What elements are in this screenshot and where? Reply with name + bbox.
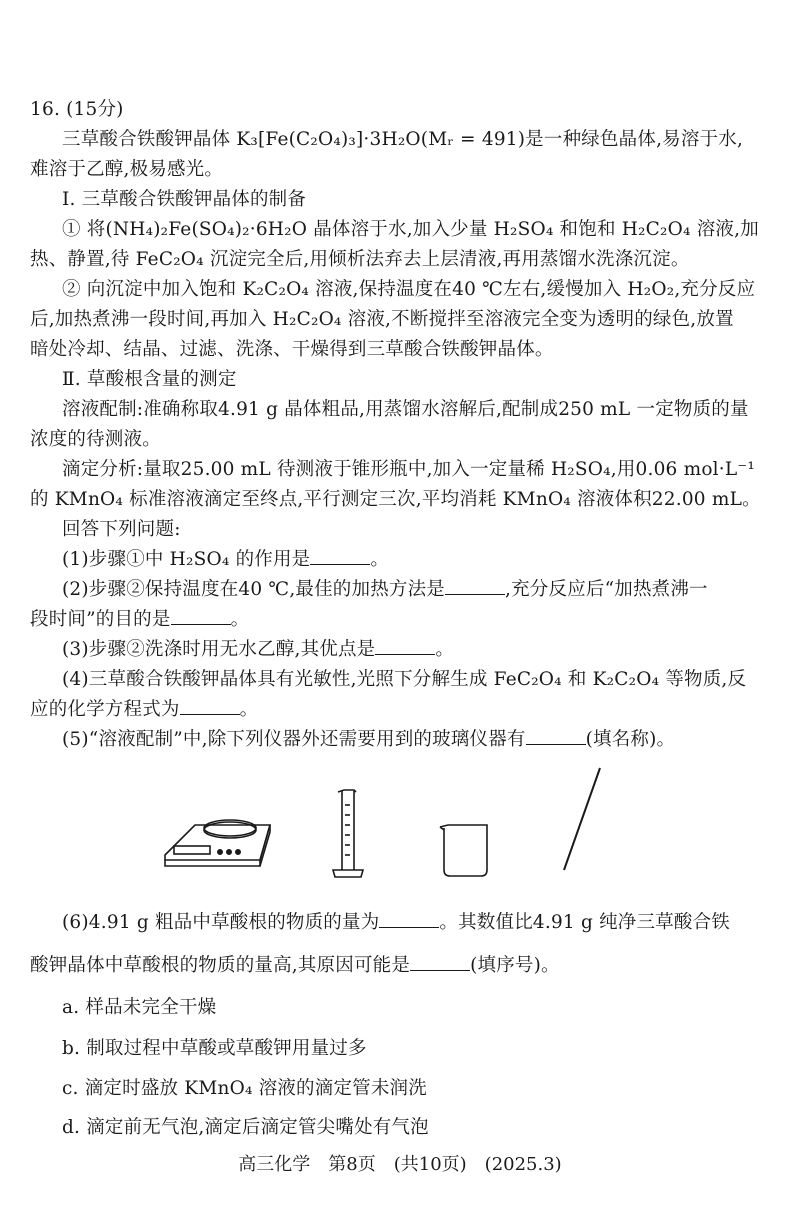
question-3 <box>62 637 454 663</box>
question-2-text-a: (2)步骤②保持温度在40 ℃,最佳的加热方法是 <box>62 579 446 600</box>
answer-blank-6b[interactable] <box>410 954 470 971</box>
answer-blank-4[interactable] <box>180 698 240 715</box>
question-3-end: 。 <box>435 639 455 660</box>
answer-blank-1[interactable] <box>310 548 370 565</box>
answer-blank-3[interactable] <box>375 638 435 655</box>
question-5-text: (5)“溶液配制”中,除下列仪器外还需要用到的玻璃仪器有 <box>62 729 526 750</box>
answer-blank-6a[interactable] <box>379 911 439 928</box>
glass-rod-icon <box>564 768 600 870</box>
step-1-line-2: 热、静置,待 FeC₂O₄ 沉淀完全后,用倾析法弃去上层清液,再用蒸馏水洗涤沉淀。 <box>30 249 690 270</box>
question-2-line-2 <box>30 607 249 633</box>
question-6-line-2 <box>30 953 560 979</box>
titration-line-1: 滴定分析:量取25.00 mL 待测液于锥形瓶中,加入一定量稀 H₂SO₄,用0.06 mol·L⁻¹ <box>62 459 755 480</box>
question-6-text-c: 酸钾晶体中草酸根的物质的量高,其原因可能是 <box>30 955 411 976</box>
step-2-line-2: 后,加热煮沸一段时间,再加入 H₂C₂O₄ 溶液,不断搅拌至溶液完全变为透明的绿色,放置 <box>30 309 734 330</box>
beaker-icon <box>440 825 487 876</box>
solution-prep-line-2: 浓度的待测液。 <box>30 429 161 450</box>
question-4-text: 应的化学方程式为 <box>30 699 180 720</box>
electronic-balance-icon <box>165 820 270 866</box>
question-2-line-1 <box>62 577 708 603</box>
step-1-line-1: ① 将(NH₄)₂Fe(SO₄)₂·6H₂O 晶体溶于水,加入少量 H₂SO₄ 和饱和 H₂C₂O₄ 溶液,加 <box>62 219 759 240</box>
titration-line-2: 的 KMnO₄ 标准溶液滴定至终点,平行测定三次,平均消耗 KMnO₄ 溶液体积22.00 mL。 <box>30 489 761 510</box>
graduated-cylinder-icon <box>333 790 363 877</box>
intro-line-1: 三草酸合铁酸钾晶体 K₃[Fe(C₂O₄)₃]·3H₂O(Mᵣ = 491)是一种绿色晶体,易溶于水, <box>62 129 744 150</box>
question-5 <box>62 727 675 753</box>
option-c: c. 滴定时盛放 KMnO₄ 溶液的滴定管未润洗 <box>62 1078 427 1099</box>
question-1-end: 。 <box>370 549 390 570</box>
intro-line-2: 难溶于乙醇,极易感光。 <box>30 159 224 180</box>
question-2-end: 。 <box>230 609 250 630</box>
question-6-line-1 <box>62 910 730 936</box>
question-5-end: (填名称)。 <box>585 729 676 750</box>
question-1-text: (1)步骤①中 H₂SO₄ 的作用是 <box>62 549 311 570</box>
question-6-end: (填序号)。 <box>470 955 560 976</box>
answer-blank-2b[interactable] <box>171 608 231 625</box>
step-2-line-3: 暗处冷却、结晶、过滤、洗涤、干燥得到三草酸合铁酸钾晶体。 <box>30 339 554 360</box>
question-1 <box>62 547 389 573</box>
question-2-text-c: 段时间”的目的是 <box>30 609 171 630</box>
section-1-title: Ⅰ. 三草酸合铁酸钾晶体的制备 <box>62 189 307 210</box>
question-2-text-b: ,充分反应后“加热煮沸一 <box>505 579 708 600</box>
option-a: a. 样品未完全干燥 <box>62 997 217 1018</box>
page-footer: 高三化学 第8页 (共10页) (2025.3) <box>238 1154 562 1175</box>
question-4-line-2 <box>30 697 258 723</box>
answer-blank-5[interactable] <box>526 728 586 745</box>
question-3-text: (3)步骤②洗涤时用无水乙醇,其优点是 <box>62 639 376 660</box>
option-b: b. 制取过程中草酸或草酸钾用量过多 <box>62 1038 367 1059</box>
answer-blank-2a[interactable] <box>445 578 505 595</box>
question-4-line-1: (4)三草酸合铁酸钾晶体具有光敏性,光照下分解生成 FeC₂O₄ 和 K₂C₂O₄ 等物质,反 <box>62 669 747 690</box>
solution-prep-line-1: 溶液配制:准确称取4.91 g 晶体粗品,用蒸馏水溶解后,配制成250 mL 一定物质的量 <box>62 399 749 420</box>
question-6-text-a: (6)4.91 g 粗品中草酸根的物质的量为 <box>62 912 380 933</box>
question-6-text-b: 。其数值比4.91 g 纯净三草酸合铁 <box>439 912 731 933</box>
question-4-end: 。 <box>239 699 259 720</box>
section-2-title: Ⅱ. 草酸根含量的测定 <box>62 369 237 390</box>
question-number: 16. (15分) <box>30 99 124 120</box>
step-2-line-1: ② 向沉淀中加入饱和 K₂C₂O₄ 溶液,保持温度在40 ℃左右,缓慢加入 H₂O₂,充分反应 <box>62 279 756 300</box>
lab-instruments-figure <box>150 760 650 890</box>
questions-lead: 回答下列问题: <box>62 519 181 540</box>
option-d: d. 滴定前无气泡,滴定后滴定管尖嘴处有气泡 <box>62 1117 429 1138</box>
